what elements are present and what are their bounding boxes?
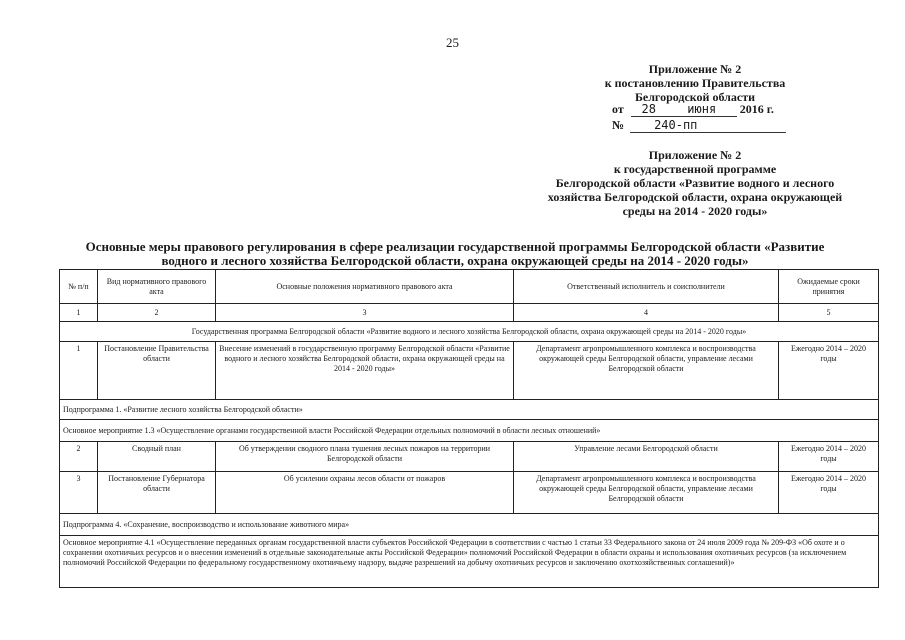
header-cell: Основные положения нормативного правового акта: [216, 270, 514, 304]
stamp-line: к постановлению Правительства: [604, 76, 786, 90]
program-row: [60, 322, 879, 342]
column-number-row: [60, 304, 879, 322]
table-row: [60, 342, 879, 400]
row-number: 1: [60, 342, 98, 400]
column-number: 3: [216, 304, 514, 322]
row-number: 3: [60, 472, 98, 514]
column-number: 1: [60, 304, 98, 322]
measure-name: Основное мероприятие 1.3 «Осуществление органами государственной власти Российской Федерации отдельных полномочий в области лесных отношений»: [60, 420, 879, 442]
responsible: Департамент агропромышленного комплекса и воспроизводства окружающей среды Белгородской области, управление лесами Белгородской области: [514, 342, 779, 400]
resolution-number: [612, 118, 812, 133]
measures-table: [59, 269, 879, 588]
header-cell: Ответственный исполнитель и соисполнители: [514, 270, 779, 304]
program-appendix-heading: [525, 148, 865, 218]
program-name: Государственная программа Белгородской области «Развитие водного и лесного хозяйства Белгородской области, охрана окружающей среды на 2014 - 2020 годы»: [60, 322, 879, 342]
measure-row: [60, 420, 879, 442]
table-header-row: [60, 270, 879, 304]
deadline: Ежегодно 2014 – 2020 годы: [779, 442, 879, 472]
stamp-line: Белгородской области: [634, 90, 756, 104]
responsible: Департамент агропромышленного комплекса и воспроизводства окружающей среды Белгородской области, управление лесами Белгородской области: [514, 472, 779, 514]
document-title: [60, 240, 850, 268]
responsible: Управление лесами Белгородской области: [514, 442, 779, 472]
table-row: [60, 472, 879, 514]
date-prefix: от: [612, 102, 624, 116]
date-day: 28: [631, 102, 667, 117]
deadline: Ежегодно 2014 – 2020 годы: [779, 342, 879, 400]
act-content: Об утверждении сводного плана тушения лесных пожаров на территории Белгородской области: [216, 442, 514, 472]
appendix-line: среды на 2014 - 2020 годы»: [622, 204, 768, 218]
column-number: 5: [779, 304, 879, 322]
resolution-date: [612, 102, 812, 117]
title-line: Основные меры правового регулирования в сфере реализации государственной программы Белгородской области «Развитие: [85, 239, 825, 254]
header-cell: Ожидаемые сроки принятия: [779, 270, 879, 304]
resolution-stamp: [590, 62, 800, 104]
appendix-line: к государственной программе: [613, 162, 777, 176]
column-number: 4: [514, 304, 779, 322]
date-year: 2016 г.: [739, 102, 774, 116]
number-value: 240-пп: [630, 118, 786, 133]
subprogram-name: Подпрограмма 1. «Развитие лесного хозяйства Белгородской области»: [60, 400, 879, 420]
title-line: водного и лесного хозяйства Белгородской области, охрана окружающей среды на 2014 - 2020 годы»: [161, 253, 749, 268]
subprogram-name: Подпрограмма 4. «Сохранение, воспроизводство и использование животного мира»: [60, 514, 879, 536]
appendix-line: Приложение № 2: [648, 148, 742, 162]
appendix-line: хозяйства Белгородской области, охрана окружающей: [547, 190, 843, 204]
stamp-line: Приложение № 2: [648, 62, 742, 76]
table-row: [60, 442, 879, 472]
deadline: Ежегодно 2014 – 2020 годы: [779, 472, 879, 514]
measure-name: Основное мероприятие 4.1 «Осуществление переданных органам государственной власти субъектов Российской Федерации в соответствии с частью 1 статьи 33 Федерального закона от 24 июля 2009 года № 209-ФЗ «Об охоте и о сохранении охотничьих ресурсов и о внесении изменений в отдельные законодательные акты Российской Федерации» полномочий Российской Федерации в области охраны и использования охотничьих ресурсов (за исключением полномочий Российской Федерации по федеральному государственному охотничьему надзору, выдаче разрешений на добычу охотничьих ресурсов и заключению охотхозяйственных соглашений)»: [60, 536, 879, 588]
subprogram-row: [60, 400, 879, 420]
subprogram-row: [60, 514, 879, 536]
header-cell: № п/п: [60, 270, 98, 304]
act-content: Об усилении охраны лесов области от пожаров: [216, 472, 514, 514]
date-month: июня: [667, 102, 737, 117]
page-number: 25: [446, 35, 459, 50]
appendix-line: Белгородской области «Развитие водного и лесного: [555, 176, 835, 190]
act-type: Сводный план: [98, 442, 216, 472]
act-type: Постановление Правительства области: [98, 342, 216, 400]
header-cell: Вид нормативного правового акта: [98, 270, 216, 304]
act-type: Постановление Губернатора области: [98, 472, 216, 514]
measure-row: [60, 536, 879, 588]
row-number: 2: [60, 442, 98, 472]
column-number: 2: [98, 304, 216, 322]
act-content: Внесение изменений в государственную программу Белгородской области «Развитие водного и лесного хозяйства Белгородской области, охрана окружающей среды на 2014 - 2020 годы»: [216, 342, 514, 400]
number-prefix: №: [612, 118, 625, 132]
